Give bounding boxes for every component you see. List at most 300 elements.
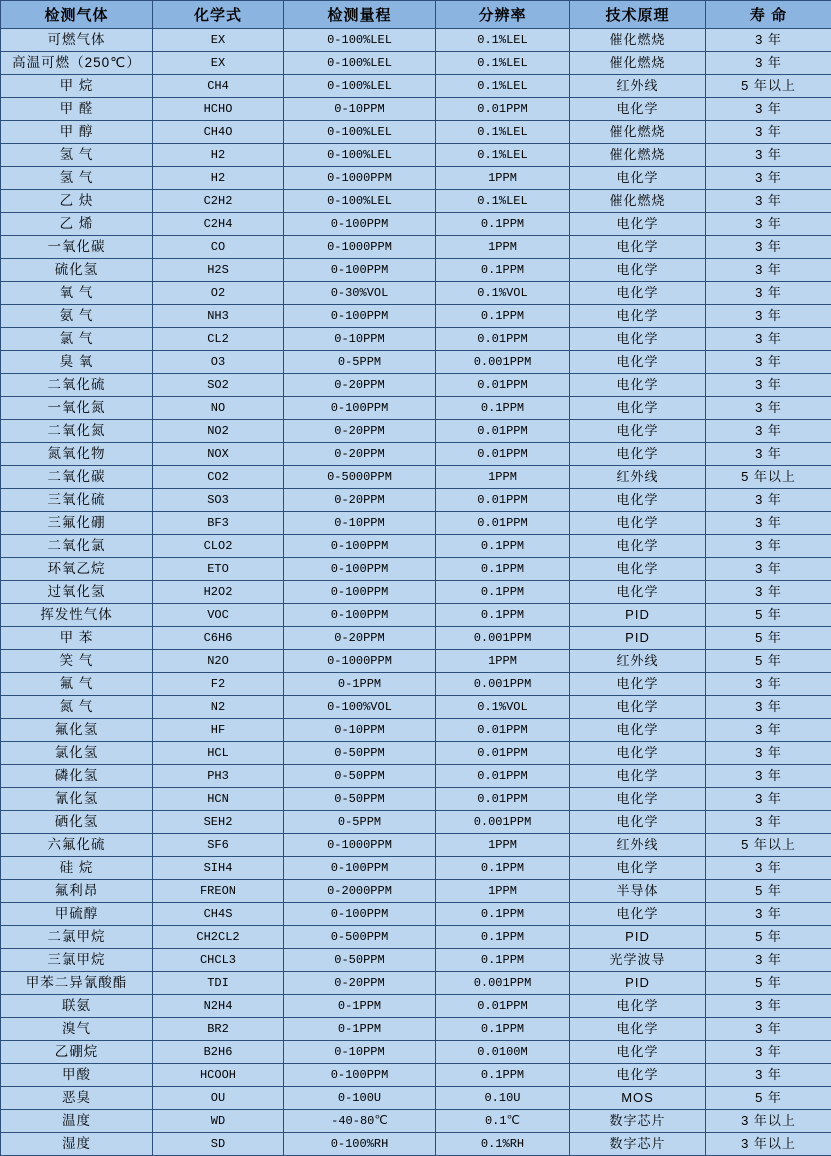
cell-principle: 电化学 xyxy=(570,535,706,558)
cell-gas: 三氟化硼 xyxy=(1,512,153,535)
cell-resolution: 0.1%LEL xyxy=(436,144,570,167)
cell-principle: 电化学 xyxy=(570,397,706,420)
table-row xyxy=(1,719,831,742)
cell-gas: 乙 烯 xyxy=(1,213,153,236)
cell-principle: 电化学 xyxy=(570,443,706,466)
cell-gas: 氟利昂 xyxy=(1,880,153,903)
cell-range: 0-20PPM xyxy=(284,374,436,397)
cell-life: 3 年 xyxy=(706,443,831,466)
cell-range: 0-500PPM xyxy=(284,926,436,949)
cell-range: 0-20PPM xyxy=(284,972,436,995)
cell-formula: SF6 xyxy=(153,834,284,857)
cell-resolution: 0.10U xyxy=(436,1087,570,1110)
cell-range: 0-100%LEL xyxy=(284,29,436,52)
cell-principle: PID xyxy=(570,604,706,627)
table-row xyxy=(1,167,831,190)
cell-principle: 电化学 xyxy=(570,259,706,282)
cell-gas: 氧 气 xyxy=(1,282,153,305)
cell-resolution: 0.0100M xyxy=(436,1041,570,1064)
cell-life: 3 年 xyxy=(706,328,831,351)
cell-range: 0-30%VOL xyxy=(284,282,436,305)
table-row xyxy=(1,420,831,443)
cell-gas: 甲 醛 xyxy=(1,98,153,121)
cell-principle: 电化学 xyxy=(570,765,706,788)
cell-life: 3 年 xyxy=(706,558,831,581)
cell-principle: MOS xyxy=(570,1087,706,1110)
cell-formula: WD xyxy=(153,1110,284,1133)
cell-life: 3 年 xyxy=(706,121,831,144)
cell-life: 3 年 xyxy=(706,98,831,121)
cell-gas: 二氧化硫 xyxy=(1,374,153,397)
cell-gas: 臭 氧 xyxy=(1,351,153,374)
cell-range: 0-100PPM xyxy=(284,259,436,282)
cell-range: 0-1000PPM xyxy=(284,650,436,673)
cell-principle: PID xyxy=(570,926,706,949)
cell-gas: 挥发性气体 xyxy=(1,604,153,627)
table-row xyxy=(1,788,831,811)
cell-range: 0-100PPM xyxy=(284,213,436,236)
cell-gas: 氮氧化物 xyxy=(1,443,153,466)
cell-range: 0-20PPM xyxy=(284,489,436,512)
cell-formula: NOX xyxy=(153,443,284,466)
table-row xyxy=(1,374,831,397)
table-row xyxy=(1,558,831,581)
cell-life: 3 年 xyxy=(706,1018,831,1041)
table-row xyxy=(1,627,831,650)
cell-formula: O2 xyxy=(153,282,284,305)
cell-range: 0-50PPM xyxy=(284,765,436,788)
cell-resolution: 0.1%LEL xyxy=(436,75,570,98)
cell-range: 0-1PPM xyxy=(284,1018,436,1041)
cell-principle: 电化学 xyxy=(570,282,706,305)
cell-formula: SO3 xyxy=(153,489,284,512)
cell-resolution: 0.1%LEL xyxy=(436,190,570,213)
cell-resolution: 0.001PPM xyxy=(436,351,570,374)
cell-resolution: 0.1PPM xyxy=(436,305,570,328)
cell-resolution: 0.001PPM xyxy=(436,972,570,995)
cell-gas: 三氯甲烷 xyxy=(1,949,153,972)
cell-resolution: 0.01PPM xyxy=(436,512,570,535)
cell-range: 0-50PPM xyxy=(284,742,436,765)
cell-gas: 氮 气 xyxy=(1,696,153,719)
table-row xyxy=(1,144,831,167)
cell-principle: 催化燃烧 xyxy=(570,29,706,52)
cell-range: 0-100%VOL xyxy=(284,696,436,719)
cell-principle: 半导体 xyxy=(570,880,706,903)
cell-resolution: 0.1%LEL xyxy=(436,52,570,75)
cell-principle: 电化学 xyxy=(570,558,706,581)
table-row xyxy=(1,328,831,351)
cell-life: 3 年 xyxy=(706,995,831,1018)
cell-life: 3 年 xyxy=(706,305,831,328)
cell-resolution: 0.01PPM xyxy=(436,98,570,121)
cell-range: 0-100%RH xyxy=(284,1133,436,1156)
table-row xyxy=(1,121,831,144)
table-row xyxy=(1,1133,831,1156)
cell-gas: 甲酸 xyxy=(1,1064,153,1087)
table-row xyxy=(1,834,831,857)
cell-formula: TDI xyxy=(153,972,284,995)
cell-resolution: 0.1PPM xyxy=(436,949,570,972)
cell-gas: 硅 烷 xyxy=(1,857,153,880)
cell-resolution: 0.1PPM xyxy=(436,558,570,581)
cell-formula: CL2 xyxy=(153,328,284,351)
cell-formula: H2 xyxy=(153,167,284,190)
cell-resolution: 0.1PPM xyxy=(436,1018,570,1041)
cell-gas: 二氯甲烷 xyxy=(1,926,153,949)
cell-formula: BF3 xyxy=(153,512,284,535)
cell-range: 0-10PPM xyxy=(284,1041,436,1064)
cell-range: 0-100PPM xyxy=(284,857,436,880)
cell-formula: CH2CL2 xyxy=(153,926,284,949)
cell-resolution: 0.001PPM xyxy=(436,627,570,650)
cell-life: 3 年 xyxy=(706,742,831,765)
cell-formula: F2 xyxy=(153,673,284,696)
cell-gas: 氰化氢 xyxy=(1,788,153,811)
cell-resolution: 1PPM xyxy=(436,880,570,903)
cell-gas: 硒化氢 xyxy=(1,811,153,834)
cell-resolution: 0.001PPM xyxy=(436,811,570,834)
cell-formula: HCN xyxy=(153,788,284,811)
cell-range: 0-10PPM xyxy=(284,328,436,351)
cell-gas: 硫化氢 xyxy=(1,259,153,282)
cell-principle: 电化学 xyxy=(570,213,706,236)
cell-gas: 乙 炔 xyxy=(1,190,153,213)
cell-range: 0-100PPM xyxy=(284,535,436,558)
cell-formula: C2H2 xyxy=(153,190,284,213)
cell-formula: HCHO xyxy=(153,98,284,121)
cell-gas: 甲 醇 xyxy=(1,121,153,144)
cell-formula: EX xyxy=(153,52,284,75)
cell-life: 3 年 xyxy=(706,29,831,52)
cell-resolution: 0.1PPM xyxy=(436,1064,570,1087)
cell-formula: CO xyxy=(153,236,284,259)
column-header-gas: 检测气体 xyxy=(1,1,153,29)
cell-gas: 二氧化碳 xyxy=(1,466,153,489)
cell-gas: 溴气 xyxy=(1,1018,153,1041)
table-row xyxy=(1,213,831,236)
cell-gas: 氯化氢 xyxy=(1,742,153,765)
cell-life: 3 年以上 xyxy=(706,1110,831,1133)
table-row xyxy=(1,282,831,305)
table-row xyxy=(1,98,831,121)
table-header xyxy=(1,1,831,29)
cell-gas: 二氧化氯 xyxy=(1,535,153,558)
cell-life: 3 年以上 xyxy=(706,1133,831,1156)
cell-life: 3 年 xyxy=(706,52,831,75)
cell-range: -40-80℃ xyxy=(284,1110,436,1133)
cell-principle: 电化学 xyxy=(570,581,706,604)
cell-life: 3 年 xyxy=(706,765,831,788)
cell-range: 0-100%LEL xyxy=(284,190,436,213)
table-header-row xyxy=(1,1,831,29)
cell-life: 3 年 xyxy=(706,857,831,880)
cell-life: 3 年 xyxy=(706,949,831,972)
table-row xyxy=(1,811,831,834)
cell-formula: SIH4 xyxy=(153,857,284,880)
cell-gas: 一氧化碳 xyxy=(1,236,153,259)
cell-gas: 氟 气 xyxy=(1,673,153,696)
cell-range: 0-2000PPM xyxy=(284,880,436,903)
cell-resolution: 0.01PPM xyxy=(436,420,570,443)
cell-principle: 电化学 xyxy=(570,305,706,328)
cell-principle: 催化燃烧 xyxy=(570,121,706,144)
column-header-life: 寿 命 xyxy=(706,1,831,29)
cell-principle: 电化学 xyxy=(570,673,706,696)
cell-formula: VOC xyxy=(153,604,284,627)
cell-principle: 电化学 xyxy=(570,742,706,765)
cell-gas: 甲 苯 xyxy=(1,627,153,650)
cell-resolution: 0.1%RH xyxy=(436,1133,570,1156)
column-header-formula: 化学式 xyxy=(153,1,284,29)
cell-range: 0-100U xyxy=(284,1087,436,1110)
cell-range: 0-10PPM xyxy=(284,98,436,121)
cell-range: 0-100%LEL xyxy=(284,144,436,167)
cell-life: 3 年 xyxy=(706,351,831,374)
cell-principle: 催化燃烧 xyxy=(570,190,706,213)
cell-life: 3 年 xyxy=(706,719,831,742)
cell-life: 3 年 xyxy=(706,397,831,420)
table-row xyxy=(1,1087,831,1110)
table-row xyxy=(1,696,831,719)
cell-formula: NH3 xyxy=(153,305,284,328)
cell-formula: CLO2 xyxy=(153,535,284,558)
cell-range: 0-50PPM xyxy=(284,788,436,811)
cell-range: 0-20PPM xyxy=(284,420,436,443)
cell-range: 0-100%LEL xyxy=(284,75,436,98)
cell-formula: SD xyxy=(153,1133,284,1156)
table-row xyxy=(1,443,831,466)
table-row xyxy=(1,489,831,512)
cell-principle: 电化学 xyxy=(570,1064,706,1087)
cell-range: 0-20PPM xyxy=(284,627,436,650)
cell-principle: 电化学 xyxy=(570,696,706,719)
cell-life: 3 年 xyxy=(706,213,831,236)
cell-resolution: 0.01PPM xyxy=(436,719,570,742)
cell-formula: CO2 xyxy=(153,466,284,489)
cell-resolution: 0.01PPM xyxy=(436,489,570,512)
cell-resolution: 0.01PPM xyxy=(436,788,570,811)
cell-gas: 甲硫醇 xyxy=(1,903,153,926)
cell-life: 3 年 xyxy=(706,236,831,259)
cell-resolution: 1PPM xyxy=(436,236,570,259)
table-row xyxy=(1,29,831,52)
cell-life: 3 年 xyxy=(706,512,831,535)
cell-life: 3 年 xyxy=(706,788,831,811)
cell-principle: 电化学 xyxy=(570,1018,706,1041)
cell-gas: 二氧化氮 xyxy=(1,420,153,443)
cell-life: 3 年 xyxy=(706,673,831,696)
cell-resolution: 0.1%VOL xyxy=(436,282,570,305)
cell-range: 0-10PPM xyxy=(284,512,436,535)
cell-life: 3 年 xyxy=(706,282,831,305)
cell-formula: ETO xyxy=(153,558,284,581)
cell-life: 3 年 xyxy=(706,144,831,167)
cell-resolution: 1PPM xyxy=(436,650,570,673)
cell-formula: NO xyxy=(153,397,284,420)
cell-life: 3 年 xyxy=(706,167,831,190)
cell-resolution: 0.01PPM xyxy=(436,995,570,1018)
table-row xyxy=(1,880,831,903)
cell-gas: 联氨 xyxy=(1,995,153,1018)
cell-range: 0-10PPM xyxy=(284,719,436,742)
cell-resolution: 1PPM xyxy=(436,466,570,489)
cell-formula: H2S xyxy=(153,259,284,282)
cell-range: 0-5000PPM xyxy=(284,466,436,489)
cell-life: 3 年 xyxy=(706,903,831,926)
cell-principle: 电化学 xyxy=(570,236,706,259)
cell-life: 5 年 xyxy=(706,604,831,627)
cell-formula: SO2 xyxy=(153,374,284,397)
cell-principle: 电化学 xyxy=(570,420,706,443)
cell-principle: 电化学 xyxy=(570,167,706,190)
column-header-range: 检测量程 xyxy=(284,1,436,29)
table-row xyxy=(1,397,831,420)
cell-formula: FREON xyxy=(153,880,284,903)
cell-gas: 可燃气体 xyxy=(1,29,153,52)
cell-principle: 电化学 xyxy=(570,489,706,512)
cell-gas: 高温可燃（250℃） xyxy=(1,52,153,75)
cell-formula: H2O2 xyxy=(153,581,284,604)
cell-principle: 电化学 xyxy=(570,512,706,535)
cell-life: 3 年 xyxy=(706,1064,831,1087)
cell-gas: 磷化氢 xyxy=(1,765,153,788)
cell-resolution: 0.1%LEL xyxy=(436,29,570,52)
cell-range: 0-100PPM xyxy=(284,1064,436,1087)
cell-resolution: 0.1PPM xyxy=(436,259,570,282)
cell-principle: 电化学 xyxy=(570,351,706,374)
cell-formula: H2 xyxy=(153,144,284,167)
cell-principle: 电化学 xyxy=(570,1041,706,1064)
table-row xyxy=(1,972,831,995)
cell-range: 0-100PPM xyxy=(284,397,436,420)
cell-life: 3 年 xyxy=(706,1041,831,1064)
cell-gas: 一氧化氮 xyxy=(1,397,153,420)
table-row xyxy=(1,949,831,972)
cell-principle: 电化学 xyxy=(570,903,706,926)
cell-resolution: 0.01PPM xyxy=(436,374,570,397)
cell-principle: 催化燃烧 xyxy=(570,144,706,167)
cell-life: 5 年以上 xyxy=(706,834,831,857)
cell-life: 5 年 xyxy=(706,972,831,995)
cell-range: 0-1000PPM xyxy=(284,236,436,259)
cell-range: 0-50PPM xyxy=(284,949,436,972)
table-row xyxy=(1,259,831,282)
cell-principle: PID xyxy=(570,627,706,650)
cell-formula: N2H4 xyxy=(153,995,284,1018)
cell-formula: EX xyxy=(153,29,284,52)
table-row xyxy=(1,857,831,880)
table-row xyxy=(1,673,831,696)
cell-formula: HCOOH xyxy=(153,1064,284,1087)
cell-range: 0-20PPM xyxy=(284,443,436,466)
cell-principle: 数字芯片 xyxy=(570,1110,706,1133)
cell-formula: PH3 xyxy=(153,765,284,788)
cell-gas: 氟化氢 xyxy=(1,719,153,742)
table-row xyxy=(1,52,831,75)
table-row xyxy=(1,995,831,1018)
cell-gas: 恶臭 xyxy=(1,1087,153,1110)
cell-life: 3 年 xyxy=(706,489,831,512)
cell-gas: 氢 气 xyxy=(1,167,153,190)
cell-formula: N2O xyxy=(153,650,284,673)
cell-gas: 甲 烷 xyxy=(1,75,153,98)
cell-gas: 氯 气 xyxy=(1,328,153,351)
cell-resolution: 0.1PPM xyxy=(436,903,570,926)
table-row xyxy=(1,1064,831,1087)
cell-life: 5 年 xyxy=(706,650,831,673)
table-row xyxy=(1,305,831,328)
cell-principle: 数字芯片 xyxy=(570,1133,706,1156)
cell-formula: N2 xyxy=(153,696,284,719)
cell-life: 3 年 xyxy=(706,259,831,282)
table-row xyxy=(1,926,831,949)
cell-principle: 电化学 xyxy=(570,98,706,121)
cell-resolution: 1PPM xyxy=(436,834,570,857)
table-row xyxy=(1,903,831,926)
cell-resolution: 0.1PPM xyxy=(436,926,570,949)
table-row xyxy=(1,190,831,213)
cell-range: 0-100PPM xyxy=(284,305,436,328)
cell-formula: B2H6 xyxy=(153,1041,284,1064)
cell-formula: HCL xyxy=(153,742,284,765)
cell-resolution: 0.1℃ xyxy=(436,1110,570,1133)
cell-life: 5 年 xyxy=(706,627,831,650)
table-row xyxy=(1,351,831,374)
cell-range: 0-5PPM xyxy=(284,351,436,374)
cell-gas: 笑 气 xyxy=(1,650,153,673)
cell-resolution: 0.1PPM xyxy=(436,397,570,420)
cell-principle: 电化学 xyxy=(570,719,706,742)
table-row xyxy=(1,650,831,673)
cell-range: 0-1000PPM xyxy=(284,834,436,857)
cell-principle: 催化燃烧 xyxy=(570,52,706,75)
cell-formula: CH4 xyxy=(153,75,284,98)
cell-life: 5 年 xyxy=(706,1087,831,1110)
table-row xyxy=(1,1041,831,1064)
cell-resolution: 0.1%VOL xyxy=(436,696,570,719)
cell-principle: 红外线 xyxy=(570,834,706,857)
cell-principle: 电化学 xyxy=(570,328,706,351)
cell-formula: NO2 xyxy=(153,420,284,443)
cell-principle: 电化学 xyxy=(570,374,706,397)
cell-range: 0-1PPM xyxy=(284,995,436,1018)
cell-life: 3 年 xyxy=(706,811,831,834)
cell-life: 3 年 xyxy=(706,420,831,443)
table-row xyxy=(1,535,831,558)
cell-gas: 氢 气 xyxy=(1,144,153,167)
cell-range: 0-100PPM xyxy=(284,903,436,926)
cell-formula: C6H6 xyxy=(153,627,284,650)
cell-life: 3 年 xyxy=(706,190,831,213)
cell-range: 0-1000PPM xyxy=(284,167,436,190)
column-header-principle: 技术原理 xyxy=(570,1,706,29)
cell-range: 0-100%LEL xyxy=(284,121,436,144)
table-row xyxy=(1,75,831,98)
table-row xyxy=(1,581,831,604)
cell-principle: PID xyxy=(570,972,706,995)
cell-principle: 电化学 xyxy=(570,811,706,834)
table-row xyxy=(1,512,831,535)
table-row xyxy=(1,765,831,788)
cell-formula: CH4S xyxy=(153,903,284,926)
cell-principle: 红外线 xyxy=(570,466,706,489)
cell-life: 5 年 xyxy=(706,880,831,903)
cell-formula: CH4O xyxy=(153,121,284,144)
cell-resolution: 0.001PPM xyxy=(436,673,570,696)
cell-formula: SEH2 xyxy=(153,811,284,834)
cell-resolution: 0.1PPM xyxy=(436,857,570,880)
